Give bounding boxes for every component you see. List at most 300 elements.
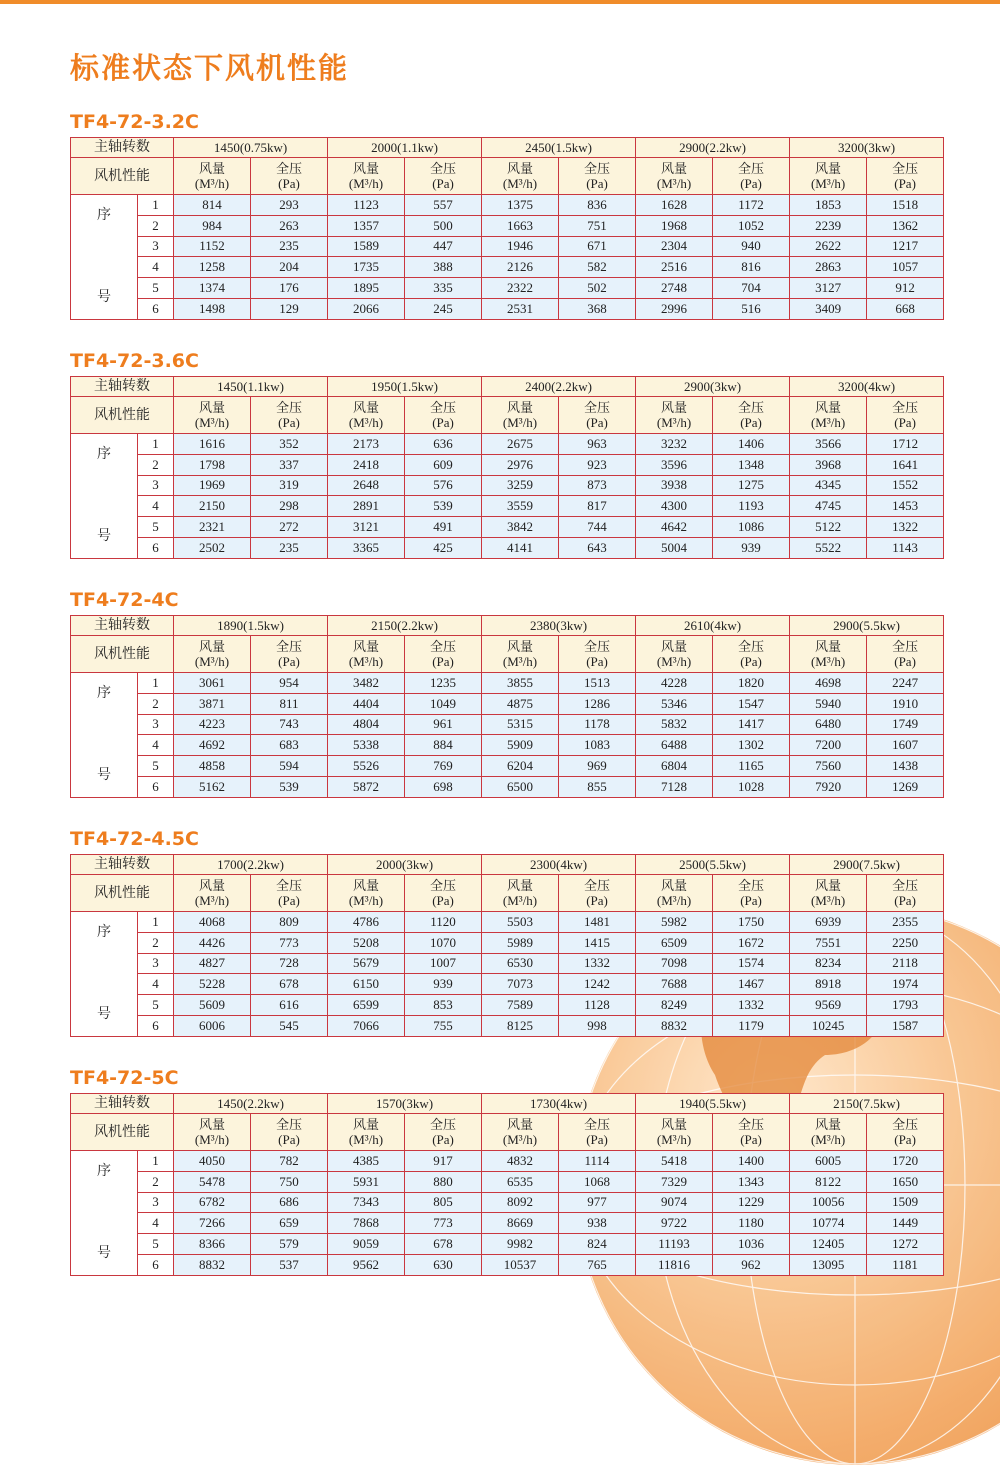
flow-value: 9562	[328, 1254, 405, 1275]
table-row	[71, 475, 944, 496]
speed-header: 1940(5.5kw)	[636, 1094, 790, 1114]
pressure-value: 704	[713, 278, 790, 299]
pressure-value: 1513	[559, 673, 636, 694]
model-title: TF4-72-4.5C	[70, 828, 199, 850]
hao-char: 号	[97, 1006, 111, 1022]
speed-header: 2400(2.2kw)	[482, 377, 636, 397]
table-row	[71, 1015, 944, 1036]
flow-value: 4141	[482, 537, 559, 558]
flow-value: 5609	[174, 995, 251, 1016]
table-row	[71, 1192, 944, 1213]
flow-value: 5315	[482, 714, 559, 735]
pressure-header	[867, 636, 944, 673]
pressure-label: 全压	[892, 161, 919, 176]
pressure-value: 1910	[867, 693, 944, 714]
table-row	[71, 776, 944, 797]
flow-unit: (M³/h)	[194, 176, 230, 191]
pressure-value: 1036	[713, 1234, 790, 1255]
table-row	[71, 912, 944, 933]
table-row	[71, 298, 944, 319]
flow-value: 2516	[636, 257, 713, 278]
flow-label: 风量	[661, 161, 688, 176]
model-title: TF4-72-3.2C	[70, 111, 199, 133]
pressure-value: 1070	[405, 932, 482, 953]
pressure-unit: (Pa)	[432, 1132, 454, 1147]
pressure-value: 698	[405, 776, 482, 797]
speed-header: 2000(3kw)	[328, 855, 482, 875]
flow-value: 7128	[636, 776, 713, 797]
table-row	[71, 735, 944, 756]
flow-value: 6204	[482, 756, 559, 777]
pressure-value: 2247	[867, 673, 944, 694]
table-row	[71, 236, 944, 257]
row-index: 6	[138, 298, 174, 319]
section-1	[70, 350, 941, 559]
pressure-value: 516	[713, 298, 790, 319]
flow-value: 5004	[636, 537, 713, 558]
row-index: 6	[138, 1254, 174, 1275]
flow-value: 3482	[328, 673, 405, 694]
flow-value: 5909	[482, 735, 559, 756]
flow-value: 2976	[482, 454, 559, 475]
pressure-header	[559, 397, 636, 434]
pressure-value: 539	[405, 496, 482, 517]
pressure-value: 751	[559, 215, 636, 236]
flow-unit: (M³/h)	[194, 1132, 230, 1147]
pressure-value: 939	[713, 537, 790, 558]
flow-unit: (M³/h)	[656, 654, 692, 669]
pressure-unit: (Pa)	[432, 893, 454, 908]
speed-header: 2500(5.5kw)	[636, 855, 790, 875]
flow-value: 4827	[174, 953, 251, 974]
flow-value: 6782	[174, 1192, 251, 1213]
pressure-value: 1049	[405, 693, 482, 714]
pressure-value: 668	[867, 298, 944, 319]
pressure-value: 782	[251, 1151, 328, 1172]
row-index: 1	[138, 912, 174, 933]
flow-label: 风量	[198, 878, 225, 893]
flow-header	[174, 158, 251, 195]
performance-table	[70, 1093, 944, 1276]
flow-unit: (M³/h)	[348, 654, 384, 669]
pressure-value: 939	[405, 974, 482, 995]
flow-header	[636, 1114, 713, 1151]
pressure-header	[713, 158, 790, 195]
flow-value: 3559	[482, 496, 559, 517]
flow-value: 3232	[636, 434, 713, 455]
pressure-value: 1235	[405, 673, 482, 694]
table-row	[71, 434, 944, 455]
flow-value: 7200	[790, 735, 867, 756]
flow-value: 5478	[174, 1171, 251, 1192]
speed-header: 1450(2.2kw)	[174, 1094, 328, 1114]
hao-char: 号	[97, 528, 111, 544]
flow-header	[790, 397, 867, 434]
table-row	[71, 257, 944, 278]
row-index: 5	[138, 517, 174, 538]
flow-label: 风量	[815, 400, 842, 415]
pressure-label: 全压	[892, 878, 919, 893]
flow-value: 4875	[482, 693, 559, 714]
flow-value: 10537	[482, 1254, 559, 1275]
flow-label: 风量	[198, 400, 225, 415]
flow-value: 5679	[328, 953, 405, 974]
pressure-header	[559, 636, 636, 673]
pressure-value: 940	[713, 236, 790, 257]
flow-value: 6006	[174, 1015, 251, 1036]
pressure-value: 811	[251, 693, 328, 714]
pressure-unit: (Pa)	[894, 654, 916, 669]
flow-value: 7066	[328, 1015, 405, 1036]
flow-value: 2322	[482, 278, 559, 299]
xu-char: 序	[97, 924, 111, 940]
flow-value: 4832	[482, 1151, 559, 1172]
flow-value: 9722	[636, 1213, 713, 1234]
pressure-value: 1650	[867, 1171, 944, 1192]
pressure-value: 1052	[713, 215, 790, 236]
pressure-value: 425	[405, 537, 482, 558]
speed-header: 1700(2.2kw)	[174, 855, 328, 875]
flow-value: 4786	[328, 912, 405, 933]
pressure-value: 636	[405, 434, 482, 455]
pressure-value: 245	[405, 298, 482, 319]
pressure-unit: (Pa)	[586, 654, 608, 669]
row-index: 1	[138, 1151, 174, 1172]
pressure-unit: (Pa)	[740, 176, 762, 191]
row-index: 4	[138, 1213, 174, 1234]
unit-header-row	[71, 1114, 944, 1151]
pressure-value: 1007	[405, 953, 482, 974]
pressure-value: 616	[251, 995, 328, 1016]
pressure-value: 1509	[867, 1192, 944, 1213]
pressure-header	[251, 636, 328, 673]
pressure-value: 1348	[713, 454, 790, 475]
pressure-value: 1114	[559, 1151, 636, 1172]
pressure-value: 678	[405, 1234, 482, 1255]
pressure-value: 977	[559, 1192, 636, 1213]
table-row	[71, 974, 944, 995]
flow-value: 8125	[482, 1015, 559, 1036]
pressure-value: 643	[559, 537, 636, 558]
flow-unit: (M³/h)	[502, 415, 538, 430]
flow-header	[636, 158, 713, 195]
pressure-value: 2250	[867, 932, 944, 953]
pressure-label: 全压	[892, 639, 919, 654]
flow-value: 5418	[636, 1151, 713, 1172]
pressure-value: 805	[405, 1192, 482, 1213]
section-2	[70, 589, 941, 798]
speed-header: 2450(1.5kw)	[482, 138, 636, 158]
speed-header: 3200(3kw)	[790, 138, 944, 158]
flow-value: 8366	[174, 1234, 251, 1255]
flow-value: 8832	[174, 1254, 251, 1275]
pressure-value: 954	[251, 673, 328, 694]
pressure-value: 129	[251, 298, 328, 319]
flow-label: 风量	[661, 400, 688, 415]
pressure-unit: (Pa)	[432, 654, 454, 669]
pressure-value: 1165	[713, 756, 790, 777]
table-row	[71, 1234, 944, 1255]
row-index: 5	[138, 278, 174, 299]
pressure-value: 961	[405, 714, 482, 735]
pressure-label: 全压	[430, 639, 457, 654]
pressure-unit: (Pa)	[894, 893, 916, 908]
flow-value: 5982	[636, 912, 713, 933]
flow-value: 8832	[636, 1015, 713, 1036]
flow-value: 4745	[790, 496, 867, 517]
flow-value: 2066	[328, 298, 405, 319]
table-row	[71, 693, 944, 714]
pressure-value: 502	[559, 278, 636, 299]
pressure-value: 1272	[867, 1234, 944, 1255]
flow-label: 风量	[353, 1117, 380, 1132]
pressure-label: 全压	[584, 878, 611, 893]
flow-value: 2239	[790, 215, 867, 236]
speed-header-row	[71, 138, 944, 158]
flow-header	[174, 1114, 251, 1151]
row-index: 5	[138, 995, 174, 1016]
pressure-unit: (Pa)	[586, 176, 608, 191]
pressure-header	[713, 875, 790, 912]
pressure-value: 1332	[559, 953, 636, 974]
flow-label: 风量	[198, 161, 225, 176]
speed-header: 3200(4kw)	[790, 377, 944, 397]
pressure-label: 全压	[892, 400, 919, 415]
flow-value: 10774	[790, 1213, 867, 1234]
flow-value: 5526	[328, 756, 405, 777]
pressure-value: 491	[405, 517, 482, 538]
section-3	[70, 828, 941, 1037]
pressure-value: 1406	[713, 434, 790, 455]
pressure-value: 836	[559, 195, 636, 216]
speed-header: 1570(3kw)	[328, 1094, 482, 1114]
table-row	[71, 1151, 944, 1172]
pressure-unit: (Pa)	[586, 1132, 608, 1147]
pressure-label: 全压	[738, 161, 765, 176]
pressure-value: 1449	[867, 1213, 944, 1234]
flow-label: 风量	[815, 1117, 842, 1132]
pressure-header	[251, 397, 328, 434]
flow-value: 8092	[482, 1192, 559, 1213]
flow-value: 1258	[174, 257, 251, 278]
pressure-value: 1028	[713, 776, 790, 797]
flow-header	[482, 636, 559, 673]
pressure-value: 579	[251, 1234, 328, 1255]
pressure-value: 743	[251, 714, 328, 735]
flow-value: 6488	[636, 735, 713, 756]
speed-header: 2900(2.2kw)	[636, 138, 790, 158]
pressure-value: 773	[251, 932, 328, 953]
pressure-value: 765	[559, 1254, 636, 1275]
speed-header: 1950(1.5kw)	[328, 377, 482, 397]
flow-label: 风量	[507, 639, 534, 654]
flow-value: 6939	[790, 912, 867, 933]
flow-label: 风量	[507, 161, 534, 176]
flow-value: 6530	[482, 953, 559, 974]
flow-value: 1853	[790, 195, 867, 216]
flow-value: 3842	[482, 517, 559, 538]
row-index: 6	[138, 537, 174, 558]
flow-value: 1152	[174, 236, 251, 257]
table-row	[71, 517, 944, 538]
flow-value: 8249	[636, 995, 713, 1016]
pressure-value: 1793	[867, 995, 944, 1016]
pressure-value: 176	[251, 278, 328, 299]
pressure-value: 1172	[713, 195, 790, 216]
pressure-label: 全压	[276, 639, 303, 654]
speed-header: 1450(0.75kw)	[174, 138, 328, 158]
table-row	[71, 195, 944, 216]
pressure-value: 1467	[713, 974, 790, 995]
table-row	[71, 537, 944, 558]
flow-value: 5931	[328, 1171, 405, 1192]
unit-header-row	[71, 158, 944, 195]
row-index: 4	[138, 735, 174, 756]
row-index: 3	[138, 475, 174, 496]
flow-value: 7560	[790, 756, 867, 777]
hao-char: 号	[97, 767, 111, 783]
flow-value: 8122	[790, 1171, 867, 1192]
pressure-value: 1269	[867, 776, 944, 797]
pressure-header	[713, 636, 790, 673]
table-row	[71, 756, 944, 777]
flow-value: 10245	[790, 1015, 867, 1036]
xu-hao-label	[71, 912, 138, 1037]
pressure-label: 全压	[738, 400, 765, 415]
pressure-label: 全压	[430, 878, 457, 893]
pressure-value: 809	[251, 912, 328, 933]
flow-value: 2622	[790, 236, 867, 257]
pressure-unit: (Pa)	[278, 893, 300, 908]
pressure-value: 1672	[713, 932, 790, 953]
flow-value: 1123	[328, 195, 405, 216]
row-index: 1	[138, 434, 174, 455]
flow-value: 4050	[174, 1151, 251, 1172]
flow-unit: (M³/h)	[656, 176, 692, 191]
pressure-value: 686	[251, 1192, 328, 1213]
pressure-unit: (Pa)	[432, 415, 454, 430]
speed-header: 2000(1.1kw)	[328, 138, 482, 158]
flow-unit: (M³/h)	[194, 415, 230, 430]
table-row	[71, 1171, 944, 1192]
pressure-value: 816	[713, 257, 790, 278]
flow-value: 7343	[328, 1192, 405, 1213]
pressure-header	[867, 158, 944, 195]
flow-value: 9074	[636, 1192, 713, 1213]
row-index: 3	[138, 1192, 174, 1213]
flow-value: 1589	[328, 236, 405, 257]
pressure-value: 773	[405, 1213, 482, 1234]
flow-value: 9982	[482, 1234, 559, 1255]
speed-header: 2150(7.5kw)	[790, 1094, 944, 1114]
pressure-value: 1083	[559, 735, 636, 756]
pressure-value: 1587	[867, 1015, 944, 1036]
flow-value: 2304	[636, 236, 713, 257]
pressure-header	[559, 158, 636, 195]
pressure-value: 263	[251, 215, 328, 236]
flow-value: 6005	[790, 1151, 867, 1172]
flow-header	[482, 397, 559, 434]
spindle-label: 主轴转数	[71, 377, 174, 397]
flow-header	[790, 158, 867, 195]
performance-table	[70, 615, 944, 798]
flow-header	[328, 875, 405, 912]
flow-value: 4426	[174, 932, 251, 953]
flow-value: 7073	[482, 974, 559, 995]
flow-value: 2150	[174, 496, 251, 517]
spindle-label: 主轴转数	[71, 1094, 174, 1114]
pressure-header	[713, 397, 790, 434]
pressure-value: 1128	[559, 995, 636, 1016]
pressure-value: 998	[559, 1015, 636, 1036]
table-row	[71, 932, 944, 953]
pressure-header	[559, 875, 636, 912]
flow-value: 1969	[174, 475, 251, 496]
pressure-unit: (Pa)	[432, 176, 454, 191]
flow-value: 4804	[328, 714, 405, 735]
xu-hao-label	[71, 195, 138, 320]
performance-table	[70, 376, 944, 559]
speed-header-row	[71, 377, 944, 397]
pressure-value: 969	[559, 756, 636, 777]
flow-value: 1968	[636, 215, 713, 236]
pressure-unit: (Pa)	[740, 1132, 762, 1147]
pressure-unit: (Pa)	[586, 893, 608, 908]
flow-value: 1895	[328, 278, 405, 299]
flow-value: 3365	[328, 537, 405, 558]
perf-label: 风机性能	[71, 397, 174, 434]
pressure-header	[251, 158, 328, 195]
flow-value: 1946	[482, 236, 559, 257]
xu-hao-label	[71, 673, 138, 798]
flow-value: 4345	[790, 475, 867, 496]
pressure-value: 1229	[713, 1192, 790, 1213]
pressure-value: 1518	[867, 195, 944, 216]
pressure-value: 335	[405, 278, 482, 299]
pressure-label: 全压	[584, 639, 611, 654]
flow-value: 7688	[636, 974, 713, 995]
flow-value: 4300	[636, 496, 713, 517]
flow-value: 2996	[636, 298, 713, 319]
pressure-unit: (Pa)	[278, 415, 300, 430]
pressure-value: 1362	[867, 215, 944, 236]
pressure-header	[867, 1114, 944, 1151]
flow-label: 风量	[661, 878, 688, 893]
pressure-value: 855	[559, 776, 636, 797]
unit-header-row	[71, 397, 944, 434]
pressure-header	[867, 875, 944, 912]
speed-header: 2900(7.5kw)	[790, 855, 944, 875]
section-0	[70, 111, 941, 320]
pressure-value: 1481	[559, 912, 636, 933]
flow-value: 1616	[174, 434, 251, 455]
pressure-value: 1057	[867, 257, 944, 278]
flow-unit: (M³/h)	[348, 176, 384, 191]
flow-unit: (M³/h)	[502, 893, 538, 908]
pressure-value: 500	[405, 215, 482, 236]
flow-value: 7098	[636, 953, 713, 974]
flow-value: 4698	[790, 673, 867, 694]
flow-value: 6500	[482, 776, 559, 797]
pressure-value: 272	[251, 517, 328, 538]
flow-unit: (M³/h)	[656, 415, 692, 430]
pressure-header	[713, 1114, 790, 1151]
row-index: 2	[138, 1171, 174, 1192]
pressure-value: 824	[559, 1234, 636, 1255]
pressure-value: 352	[251, 434, 328, 455]
model-title: TF4-72-3.6C	[70, 350, 199, 372]
pressure-value: 539	[251, 776, 328, 797]
